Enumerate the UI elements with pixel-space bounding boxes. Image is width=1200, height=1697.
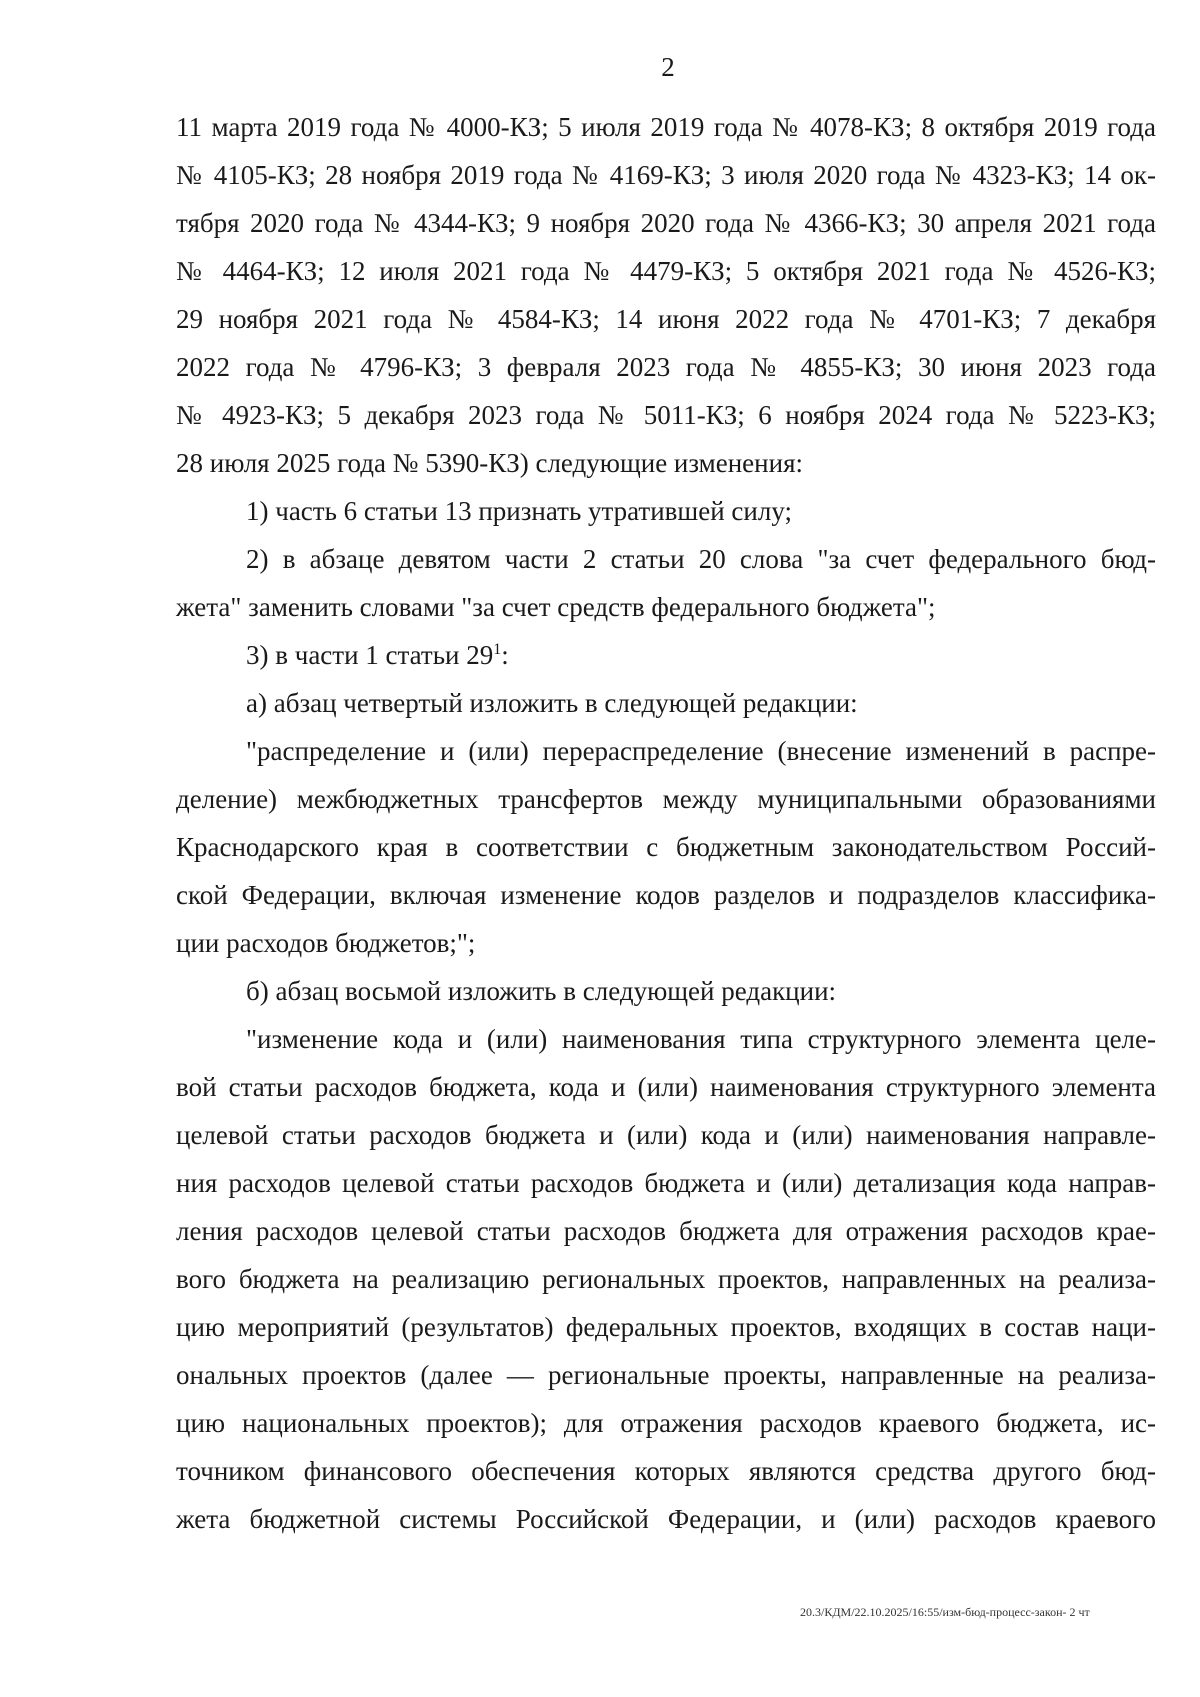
list-item-3-text: 3) в части 1 статьи 29 [246,640,494,670]
quote-line: Краснодарского края в соответствии с бюджетным законодательством Россий- [176,832,1156,862]
quote-line: ления расходов целевой статьи расходов бюджета для отражения расходов крае- [176,1216,1156,1246]
quote-line: точником финансового обеспечения которых являются средства другого бюд- [176,1456,1156,1486]
text-line: тября 2020 года № 4344-КЗ; 9 ноября 2020 года № 4366-КЗ; 30 апреля 2021 года [176,208,1156,238]
quote-line: ции расходов бюджетов;"; [176,928,476,958]
text-line: 11 марта 2019 года № 4000-КЗ; 5 июля 2019 года № 4078-КЗ; 8 октября 2019 года [176,112,1156,142]
quote-line: вого бюджета на реализацию региональных проектов, направленных на реализа- [176,1264,1156,1294]
quote-line: ской Федерации, включая изменение кодов разделов и подразделов классифика- [176,880,1156,910]
quote-line: "изменение кода и (или) наименования типа структурного элемента целе- [246,1024,1156,1054]
text-line: № 4105-КЗ; 28 ноября 2019 года № 4169-КЗ; 3 июля 2020 года № 4323-КЗ; 14 ок- [176,160,1156,190]
quote-line: целевой статьи расходов бюджета и (или) кода и (или) наименования направле- [176,1120,1156,1150]
sub-item-b: б) абзац восьмой изложить в следующей редакции: [246,976,837,1006]
quote-line: цию мероприятий (результатов) федеральных проектов, входящих в состав наци- [176,1312,1156,1342]
quote-line: деление) межбюджетных трансфертов между муниципальными образованиями [176,784,1156,814]
list-item-1: 1) часть 6 статьи 13 признать утратившей силу; [246,496,792,526]
document-body [176,103,1156,1543]
text-line: № 4464-КЗ; 12 июля 2021 года № 4479-КЗ; 5 октября 2021 года № 4526-КЗ; [176,256,1156,286]
footer-file-stamp: 20.3/КДМ/22.10.2025/16:55/изм-бюд-процесс-закон- 2 чт [800,1605,1090,1619]
text-line: 29 ноября 2021 года № 4584-КЗ; 14 июня 2022 года № 4701-КЗ; 7 декабря [176,304,1156,334]
sub-item-a: а) абзац четвертый изложить в следующей редакции: [246,688,858,718]
quote-line: цию национальных проектов); для отражения расходов краевого бюджета, ис- [176,1408,1156,1438]
quote-line: жета бюджетной системы Российской Федерации, и (или) расходов краевого [176,1504,1156,1534]
superscript: 1 [493,641,502,658]
quote-line: вой статьи расходов бюджета, кода и (или) наименования структурного элемента [176,1072,1156,1102]
text-line: № 4923-КЗ; 5 декабря 2023 года № 5011-КЗ; 6 ноября 2024 года № 5223-КЗ; [176,400,1156,430]
text-line: 28 июля 2025 года № 5390-КЗ) следующие изменения: [176,448,803,478]
list-item-2: 2) в абзаце девятом части 2 статьи 20 слова "за счет федерального бюд- [246,544,1156,574]
page-number: 2 [661,52,675,82]
list-item-3 [176,631,1156,679]
quote-line: ональных проектов (далее — региональные проекты, направленные на реализа- [176,1360,1156,1390]
quote-line: "распределение и (или) перераспределение (внесение изменений в распре- [246,736,1156,766]
quote-line: ния расходов целевой статьи расходов бюджета и (или) детализация кода направ- [176,1168,1156,1198]
text-line: жета" заменить словами "за счет средств федерального бюджета"; [176,592,936,622]
list-item-3-suffix: : [501,640,509,670]
text-line: 2022 года № 4796-КЗ; 3 февраля 2023 года № 4855-КЗ; 30 июня 2023 года [176,352,1156,382]
